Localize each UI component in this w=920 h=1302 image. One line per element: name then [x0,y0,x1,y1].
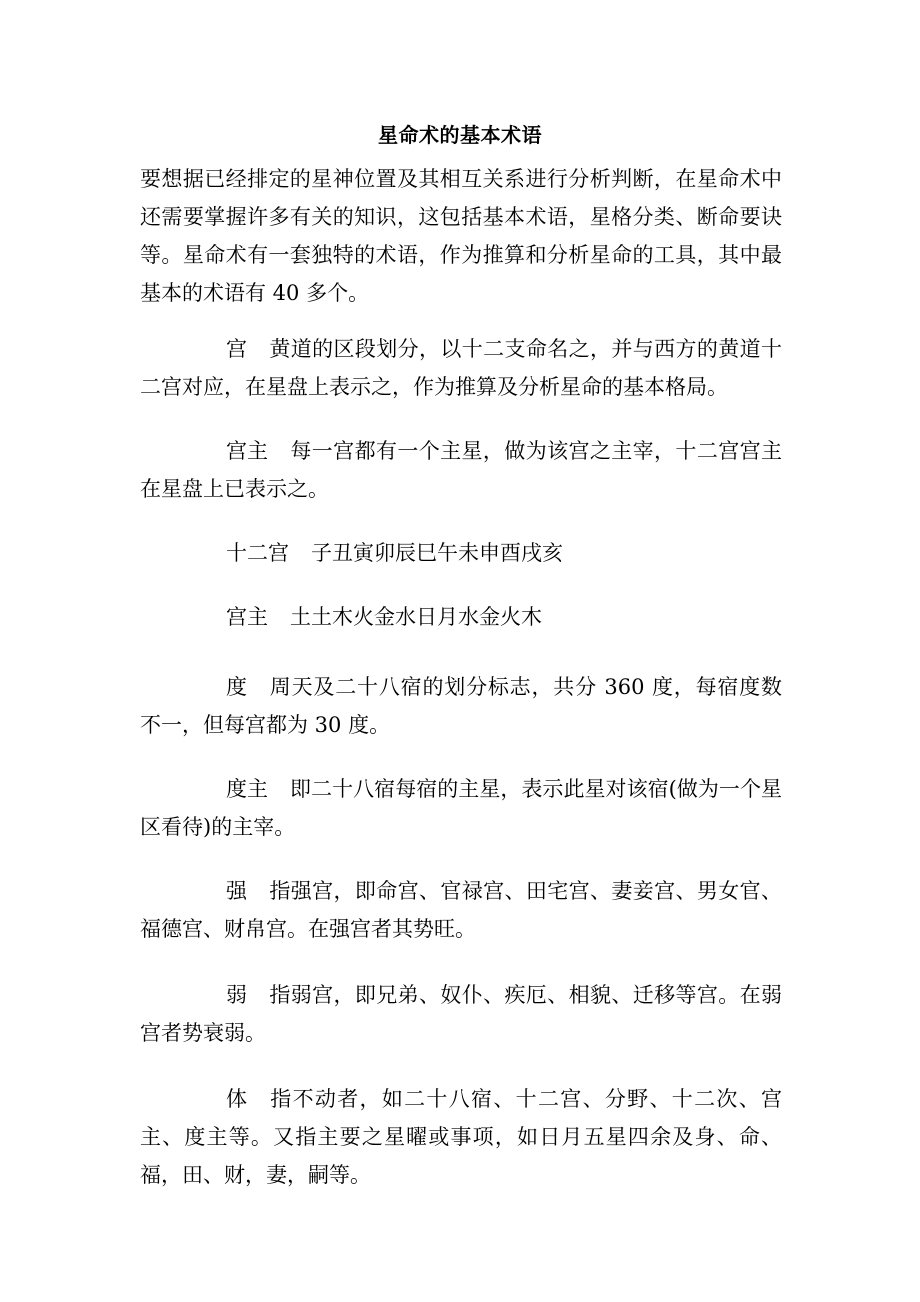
entry-paragraph [140,598,782,636]
document-title: 星命术的基本术语 [378,123,542,147]
entry-definition: 周天及二十八宿的划分标志，共分 360 度，每宿度数不一，但每宫都为 30 度。 [140,675,782,737]
entry-term: 度主 [226,777,268,801]
entry-definition: 指弱宫，即兄弟、奴仆、疾厄、相貌、迁移等宫。在弱宫者势衰弱。 [140,983,782,1045]
entry-paragraph [140,534,782,572]
entry-definition: 子丑寅卯辰巳午未申酉戌亥 [311,541,563,565]
entry-term: 度 [226,675,247,699]
entry-definition: 每一宫都有一个主星，做为该宫之主宰，十二宫宫主在星盘上已表示之。 [140,439,782,501]
entry-definition: 土土木火金水日月水金火木 [290,605,542,629]
entry-definition: 指不动者，如二十八宿、十二宫、分野、十二次、宫主、度主等。又指主要之星曜或事项，如日月五星四余及身、命、福，田、财，妻，嗣等。 [140,1087,782,1187]
entry-term: 宫 [226,337,247,361]
entry-definition: 即二十八宿每宿的主星，表示此星对该宿(做为一个星区看待)的主宰。 [140,777,782,839]
entry-paragraph [140,872,782,948]
entry-definition: 黄道的区段划分，以十二支命名之，并与西方的黄道十二宫对应，在星盘上表示之，作为推算及分析星命的基本格局。 [140,337,782,399]
entry-term: 强 [226,879,247,903]
entry-term: 体 [226,1087,247,1111]
intro-paragraph: 要想据已经排定的星神位置及其相互关系进行分析判断，在星命术中还需要掌握许多有关的知识，这包括基本术语，星格分类、断命要诀等。星命术有一套独特的术语，作为推算和分析星命的工具，其中最基本的术语有 40 多个。 [140,167,782,305]
entry-term: 宫主 [226,439,268,463]
entry-term: 弱 [226,983,247,1007]
entry-term: 宫主 [226,605,268,629]
entry-paragraph [140,668,782,744]
entry-term: 十二宫 [226,541,289,565]
entry-paragraph [140,1080,782,1194]
entry-paragraph [140,432,782,508]
entry-definition: 指强宫，即命宫、官禄宫、田宅宫、妻妾宫、男女官、福德宫、财帛宫。在强宫者其势旺。 [140,879,782,941]
entry-paragraph [140,976,782,1052]
entry-paragraph [140,770,782,846]
entry-paragraph [140,330,782,406]
